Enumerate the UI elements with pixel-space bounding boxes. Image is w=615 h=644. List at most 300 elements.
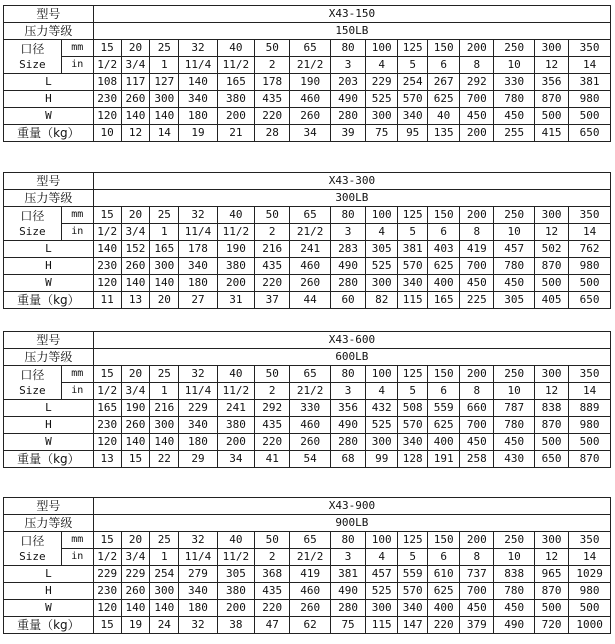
cell-w: 140 (150, 108, 179, 125)
cell-w: 340 (398, 275, 428, 292)
cell-in: 14 (569, 57, 611, 74)
cell-mm: 250 (494, 366, 535, 383)
cell-weight: 258 (460, 451, 494, 468)
cell-w: 280 (330, 275, 365, 292)
cell-w: 450 (494, 434, 535, 451)
cell-w: 450 (494, 275, 535, 292)
cell-h: 625 (428, 91, 460, 108)
cell-l: 190 (121, 400, 150, 417)
cell-w: 450 (460, 600, 494, 617)
cell-w: 450 (460, 434, 494, 451)
cell-w: 200 (217, 434, 254, 451)
l-row (4, 241, 611, 258)
cell-mm: 32 (179, 532, 217, 549)
cell-l: 165 (217, 74, 254, 91)
cell-in: 1 (150, 549, 179, 566)
cell-weight: 128 (398, 451, 428, 468)
cell-w: 500 (534, 275, 568, 292)
cell-l: 165 (93, 400, 121, 417)
cell-l: 292 (255, 400, 290, 417)
cell-mm: 40 (217, 532, 254, 549)
cell-l: 216 (150, 400, 179, 417)
cell-h: 340 (179, 583, 217, 600)
cell-weight: 147 (398, 617, 428, 634)
cell-mm: 65 (290, 40, 331, 57)
cell-weight: 490 (494, 617, 535, 634)
cell-mm: 40 (217, 366, 254, 383)
cell-weight: 11 (93, 292, 121, 309)
cell-h: 525 (366, 258, 398, 275)
l-row (4, 400, 611, 417)
cell-l: 419 (460, 241, 494, 258)
cell-l: 229 (179, 400, 217, 417)
cell-w: 340 (398, 108, 428, 125)
cell-h: 980 (569, 91, 611, 108)
cell-in: 12 (534, 383, 568, 400)
cell-h: 435 (255, 91, 290, 108)
cell-in: 12 (534, 549, 568, 566)
cell-l: 254 (150, 566, 179, 583)
cell-l: 610 (428, 566, 460, 583)
cell-l: 305 (217, 566, 254, 583)
cell-in: 8 (460, 57, 494, 74)
pressure-label: 压力等级 (4, 190, 94, 207)
cell-w: 450 (460, 275, 494, 292)
cell-mm: 150 (428, 532, 460, 549)
cell-mm: 100 (366, 366, 398, 383)
cell-w: 260 (290, 434, 331, 451)
cell-w: 260 (290, 108, 331, 125)
weight-label: 重量（kg） (4, 292, 94, 309)
l-label: L (4, 400, 94, 417)
cell-mm: 50 (255, 40, 290, 57)
cell-l: 403 (428, 241, 460, 258)
size-en-label: Size (19, 224, 46, 238)
cell-mm: 40 (217, 40, 254, 57)
cell-l: 190 (217, 241, 254, 258)
cell-l: 419 (290, 566, 331, 583)
cell-h: 780 (494, 91, 535, 108)
cell-w: 120 (93, 434, 121, 451)
size-mm-row (4, 40, 611, 57)
cell-weight: 24 (150, 617, 179, 634)
cell-h: 460 (290, 583, 331, 600)
cell-l: 190 (290, 74, 331, 91)
cell-mm: 100 (366, 40, 398, 57)
cell-w: 40 (428, 108, 460, 125)
cell-l: 889 (569, 400, 611, 417)
cell-l: 229 (93, 566, 121, 583)
cell-h: 700 (460, 417, 494, 434)
cell-weight: 29 (179, 451, 217, 468)
cell-h: 870 (534, 417, 568, 434)
w-row (4, 108, 611, 125)
cell-w: 300 (366, 434, 398, 451)
cell-mm: 125 (398, 40, 428, 57)
cell-h: 980 (569, 417, 611, 434)
bore-label: 口径 (20, 208, 45, 223)
cell-in: 3/4 (121, 383, 150, 400)
cell-w: 280 (330, 434, 365, 451)
cell-mm: 200 (460, 207, 494, 224)
cell-in: 14 (569, 549, 611, 566)
cell-mm: 25 (150, 207, 179, 224)
cell-mm: 15 (93, 40, 121, 57)
model-row (4, 332, 611, 349)
spec-table-block-1 (3, 5, 611, 142)
model-value: X43-150 (93, 6, 610, 23)
cell-in: 2 (255, 224, 290, 241)
w-label: W (4, 275, 94, 292)
cell-weight: 95 (398, 125, 428, 142)
cell-h: 300 (150, 583, 179, 600)
cell-in: 21/2 (290, 224, 331, 241)
cell-weight: 220 (428, 617, 460, 634)
cell-l: 508 (398, 400, 428, 417)
cell-l: 787 (494, 400, 535, 417)
cell-h: 490 (330, 583, 365, 600)
cell-in: 5 (398, 224, 428, 241)
h-label: H (4, 91, 94, 108)
cell-w: 180 (179, 600, 217, 617)
cell-h: 230 (93, 583, 121, 600)
cell-w: 450 (460, 108, 494, 125)
spec-table (3, 497, 611, 634)
cell-l: 203 (330, 74, 365, 91)
cell-mm: 25 (150, 532, 179, 549)
cell-weight: 22 (150, 451, 179, 468)
cell-weight: 720 (534, 617, 568, 634)
cell-in: 10 (494, 549, 535, 566)
cell-w: 120 (93, 108, 121, 125)
cell-w: 500 (569, 108, 611, 125)
cell-in: 21/2 (290, 549, 331, 566)
cell-in: 4 (366, 224, 398, 241)
cell-mm: 25 (150, 366, 179, 383)
cell-weight: 47 (255, 617, 290, 634)
cell-h: 230 (93, 417, 121, 434)
cell-weight: 430 (494, 451, 535, 468)
weight-label: 重量（kg） (4, 125, 94, 142)
cell-h: 435 (255, 258, 290, 275)
cell-in: 6 (428, 224, 460, 241)
cell-mm: 300 (534, 366, 568, 383)
cell-mm: 250 (494, 532, 535, 549)
cell-weight: 34 (290, 125, 331, 142)
cell-mm: 65 (290, 207, 331, 224)
cell-mm: 65 (290, 366, 331, 383)
l-row (4, 566, 611, 583)
cell-h: 460 (290, 417, 331, 434)
spec-table-block-3 (3, 331, 611, 468)
cell-l: 368 (255, 566, 290, 583)
spec-table (3, 5, 611, 142)
cell-in: 3/4 (121, 224, 150, 241)
cell-in: 3/4 (121, 549, 150, 566)
cell-weight: 32 (179, 617, 217, 634)
cell-h: 780 (494, 417, 535, 434)
unit-mm-label: mm (61, 532, 93, 549)
cell-l: 292 (460, 74, 494, 91)
cell-weight: 21 (217, 125, 254, 142)
cell-weight: 31 (217, 292, 254, 309)
cell-in: 3 (330, 57, 365, 74)
cell-weight: 34 (217, 451, 254, 468)
h-row (4, 258, 611, 275)
h-row (4, 91, 611, 108)
cell-h: 625 (428, 417, 460, 434)
cell-in: 8 (460, 383, 494, 400)
h-label: H (4, 583, 94, 600)
cell-l: 1029 (569, 566, 611, 583)
cell-l: 502 (534, 241, 568, 258)
model-label: 型号 (4, 6, 94, 23)
cell-mm: 20 (121, 207, 150, 224)
cell-mm: 20 (121, 40, 150, 57)
cell-w: 300 (366, 108, 398, 125)
cell-h: 780 (494, 258, 535, 275)
cell-l: 254 (398, 74, 428, 91)
pressure-value: 600LB (93, 349, 610, 366)
model-value: X43-900 (93, 498, 610, 515)
cell-weight: 38 (217, 617, 254, 634)
size-mm-row (4, 366, 611, 383)
cell-mm: 125 (398, 532, 428, 549)
cell-h: 380 (217, 91, 254, 108)
cell-in: 2 (255, 549, 290, 566)
cell-l: 330 (290, 400, 331, 417)
pressure-row (4, 349, 611, 366)
cell-weight: 15 (93, 617, 121, 634)
l-label: L (4, 566, 94, 583)
cell-h: 340 (179, 258, 217, 275)
cell-weight: 255 (494, 125, 535, 142)
cell-weight: 15 (121, 451, 150, 468)
cell-mm: 65 (290, 532, 331, 549)
cell-w: 220 (255, 275, 290, 292)
cell-mm: 250 (494, 40, 535, 57)
cell-h: 570 (398, 91, 428, 108)
cell-w: 260 (290, 600, 331, 617)
cell-l: 267 (428, 74, 460, 91)
cell-weight: 75 (330, 617, 365, 634)
spec-table-block-2 (3, 172, 611, 309)
cell-mm: 300 (534, 207, 568, 224)
cell-l: 165 (150, 241, 179, 258)
cell-in: 3/4 (121, 57, 150, 74)
w-label: W (4, 600, 94, 617)
cell-weight: 405 (534, 292, 568, 309)
cell-in: 10 (494, 224, 535, 241)
w-label: W (4, 434, 94, 451)
cell-in: 5 (398, 549, 428, 566)
weight-row (4, 617, 611, 634)
cell-mm: 25 (150, 40, 179, 57)
weight-row (4, 292, 611, 309)
cell-h: 460 (290, 258, 331, 275)
cell-w: 200 (217, 108, 254, 125)
size-in-row (4, 549, 611, 566)
cell-in: 10 (494, 57, 535, 74)
cell-w: 220 (255, 434, 290, 451)
h-row (4, 417, 611, 434)
model-row (4, 6, 611, 23)
cell-mm: 80 (330, 40, 365, 57)
unit-in-label: in (61, 383, 93, 400)
cell-h: 260 (121, 258, 150, 275)
cell-weight: 37 (255, 292, 290, 309)
cell-in: 6 (428, 549, 460, 566)
cell-mm: 300 (534, 532, 568, 549)
cell-in: 5 (398, 57, 428, 74)
pressure-row (4, 190, 611, 207)
cell-w: 200 (217, 600, 254, 617)
cell-weight: 13 (93, 451, 121, 468)
cell-l: 178 (179, 241, 217, 258)
cell-l: 152 (121, 241, 150, 258)
cell-l: 838 (494, 566, 535, 583)
cell-in: 8 (460, 549, 494, 566)
cell-in: 11/4 (179, 549, 217, 566)
cell-h: 700 (460, 91, 494, 108)
cell-mm: 40 (217, 207, 254, 224)
cell-h: 230 (93, 258, 121, 275)
w-row (4, 434, 611, 451)
cell-weight: 650 (569, 292, 611, 309)
cell-h: 435 (255, 417, 290, 434)
cell-mm: 32 (179, 40, 217, 57)
cell-weight: 62 (290, 617, 331, 634)
cell-mm: 15 (93, 207, 121, 224)
cell-w: 300 (366, 275, 398, 292)
cell-in: 11/2 (217, 224, 254, 241)
cell-in: 2 (255, 57, 290, 74)
cell-in: 11/4 (179, 383, 217, 400)
cell-weight: 135 (428, 125, 460, 142)
cell-weight: 19 (179, 125, 217, 142)
pressure-value: 150LB (93, 23, 610, 40)
cell-w: 280 (330, 600, 365, 617)
cell-weight: 41 (255, 451, 290, 468)
cell-h: 625 (428, 583, 460, 600)
cell-w: 450 (494, 108, 535, 125)
cell-w: 340 (398, 600, 428, 617)
size-mm-row (4, 207, 611, 224)
cell-weight: 650 (534, 451, 568, 468)
cell-w: 120 (93, 600, 121, 617)
cell-weight: 13 (121, 292, 150, 309)
cell-mm: 150 (428, 366, 460, 383)
cell-weight: 99 (366, 451, 398, 468)
bore-label: 口径 (20, 367, 45, 382)
l-row (4, 74, 611, 91)
cell-in: 11/2 (217, 549, 254, 566)
cell-l: 178 (255, 74, 290, 91)
cell-w: 140 (150, 600, 179, 617)
cell-h: 435 (255, 583, 290, 600)
cell-in: 1/2 (93, 383, 121, 400)
cell-w: 500 (569, 275, 611, 292)
cell-w: 500 (534, 108, 568, 125)
cell-mm: 80 (330, 366, 365, 383)
cell-in: 12 (534, 57, 568, 74)
cell-mm: 125 (398, 366, 428, 383)
cell-in: 5 (398, 383, 428, 400)
cell-h: 460 (290, 91, 331, 108)
cell-weight: 415 (534, 125, 568, 142)
size-label (4, 207, 62, 241)
cell-l: 356 (330, 400, 365, 417)
size-in-row (4, 224, 611, 241)
cell-l: 330 (494, 74, 535, 91)
cell-in: 11/4 (179, 224, 217, 241)
model-label: 型号 (4, 332, 94, 349)
cell-l: 216 (255, 241, 290, 258)
weight-label: 重量（kg） (4, 451, 94, 468)
cell-w: 140 (150, 275, 179, 292)
cell-l: 305 (366, 241, 398, 258)
cell-h: 870 (534, 91, 568, 108)
cell-in: 14 (569, 224, 611, 241)
cell-l: 229 (366, 74, 398, 91)
spec-table-block-4 (3, 497, 611, 634)
size-mm-row (4, 532, 611, 549)
cell-l: 140 (93, 241, 121, 258)
cell-in: 1/2 (93, 549, 121, 566)
cell-weight: 54 (290, 451, 331, 468)
cell-in: 11/2 (217, 57, 254, 74)
cell-l: 140 (179, 74, 217, 91)
cell-weight: 44 (290, 292, 331, 309)
cell-in: 21/2 (290, 383, 331, 400)
cell-h: 700 (460, 258, 494, 275)
cell-in: 6 (428, 383, 460, 400)
model-row (4, 498, 611, 515)
cell-weight: 115 (398, 292, 428, 309)
cell-l: 356 (534, 74, 568, 91)
cell-in: 1/2 (93, 224, 121, 241)
cell-mm: 80 (330, 207, 365, 224)
cell-h: 260 (121, 417, 150, 434)
cell-w: 450 (494, 600, 535, 617)
cell-mm: 100 (366, 207, 398, 224)
cell-in: 4 (366, 57, 398, 74)
cell-l: 381 (330, 566, 365, 583)
cell-mm: 150 (428, 207, 460, 224)
cell-in: 11/4 (179, 57, 217, 74)
cell-h: 625 (428, 258, 460, 275)
cell-mm: 350 (569, 207, 611, 224)
unit-in-label: in (61, 224, 93, 241)
cell-w: 120 (93, 275, 121, 292)
cell-mm: 350 (569, 532, 611, 549)
cell-w: 140 (150, 434, 179, 451)
cell-l: 457 (494, 241, 535, 258)
cell-w: 500 (534, 600, 568, 617)
cell-h: 300 (150, 417, 179, 434)
w-row (4, 600, 611, 617)
cell-l: 127 (150, 74, 179, 91)
cell-l: 117 (121, 74, 150, 91)
cell-h: 490 (330, 91, 365, 108)
cell-in: 21/2 (290, 57, 331, 74)
model-value: X43-300 (93, 173, 610, 190)
cell-weight: 82 (366, 292, 398, 309)
cell-weight: 39 (330, 125, 365, 142)
cell-mm: 80 (330, 532, 365, 549)
cell-in: 12 (534, 224, 568, 241)
cell-l: 108 (93, 74, 121, 91)
